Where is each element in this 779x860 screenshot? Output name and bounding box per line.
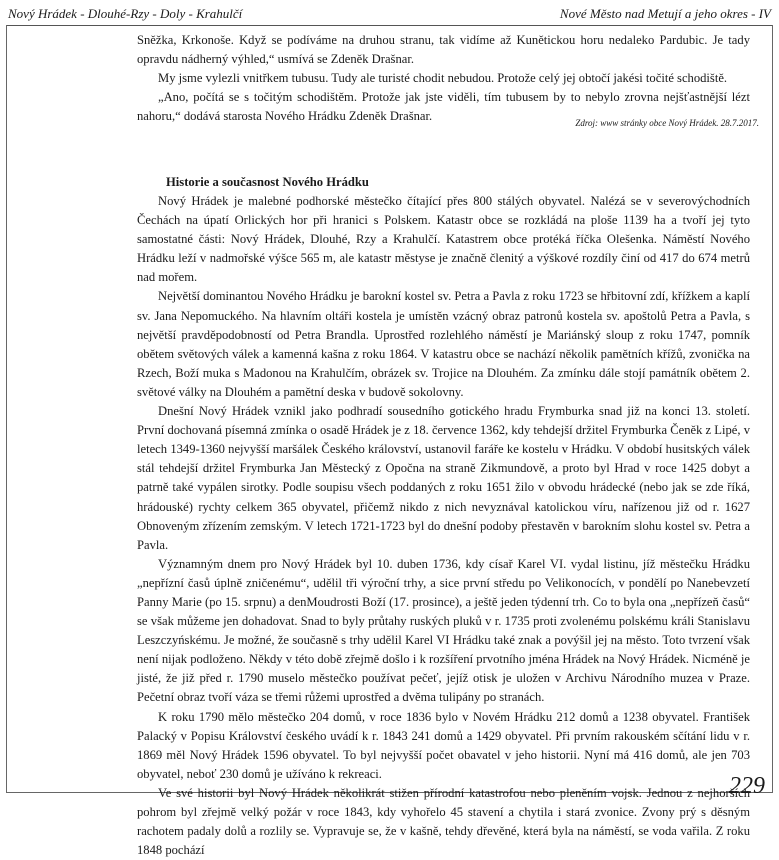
article-body: [137, 192, 750, 860]
body-paragraph: Nový Hrádek je malebné podhorské městečko čítající přes 800 stálých obyvatel. Nalézá se v severovýchodních Čechách na úpatí Orlických hor při hranici s Polskem. Katastr obce se rozkládá na ploše 1139 ha a tvoří jej tyto samostatné části: Nový Hrádek, Dlouhé, Rzy a Krahulčí. Katastrem obce protéká říčka Olešenka. Náměstí Nového Hrádku leží v nadmořské výšce 565 m, ale katastr městyse je značně členitý a výškové rozdíly činí od 417 do 674 metrů nad mořem.: [137, 194, 750, 285]
header-right-title: Nové Město nad Metují a jeho okres - IV: [559, 6, 771, 21]
page-number: 229: [729, 773, 765, 799]
quote-paragraph: „Ano, počítá se s točitým schodištěm. Protože jak jste viděli, tím tubusem by to nebylo zrovna nejšťastnější lézt nahoru,“ dodává starosta Nového Hrádku Zdeněk Drašnar.: [137, 90, 750, 124]
quote-block: [137, 31, 750, 126]
body-paragraph: K roku 1790 mělo městečko 204 domů, v roce 1836 bylo v Novém Hrádku 212 domů a 1238 obyvatel. František Palacký v Popisu Království českého uvádí k r. 1843 241 domů a 1429 obyvatel. Při prvním rakouském sčítání lidu v r. 1869 měl Nový Hrádek 1596 obyvatel. To byl nejvyšší počet obavatel v jeho historii. Nyní má 416 domů, ale jen 703 obyvatel, neboť 230 domů je užíváno k rekreaci.: [137, 709, 750, 781]
quote-paragraph: My jsme vylezli vnitřkem tubusu. Tudy ale turisté chodit nebudou. Protože celý jej obtočí jakési točité schodiště.: [158, 71, 728, 86]
section-title: Historie a současnost Nového Hrádku: [166, 175, 369, 189]
quote-paragraph: Sněžka, Krkonoše. Když se podíváme na druhou stranu, tak vidíme až Kunětickou horu nedaleko Pardubic. Je tady opravdu nádherný výhled,“ usmívá se Zdeněk Drašnar.: [137, 33, 750, 67]
body-paragraph: Významným dnem pro Nový Hrádek byl 10. duben 1736, kdy císař Karel VI. vydal listinu, jíž městečku Hrádku „nepřízní časů úplně zničenému“, udělil tři výroční trhy, a sice první středu po Velikonocích, v pondělí po Nanebevzetí Panny Marie (po 15. srpnu) a denMoudrosti Boží (17. prosince), a ještě jeden týdenní trh. Co to byla ona „nepřízeň časů“ se však můžeme jen dohadovat. Snad to byly průtahy ruských pluků v r. 1735 proti zvolenému polskému králi Stanislavu Leszczyńskému. Je možné, že současně s trhy udělil Karel VI Hrádku také znak a povýšil jej na město. Toto tvrzení však není nijak podloženo. Někdy v této době zřejmě došlo i k rozšíření prvotního jména Hrádek na Nový Hrádek. Nicméně je jisté, že již před r. 1790 muselo městečko používat pečeť, jejíž otisk je uložen v Archivu Národního muzea v Praze. Pečetní obraz tvoří váza se třemi růžemi uprostřed a dvěma tulipány po stranách.: [137, 556, 750, 705]
header-left-title: Nový Hrádek - Dlouhé-Rzy - Doly - Krahulčí: [8, 6, 243, 21]
body-paragraph: Ve své historii byl Nový Hrádek několikrát stižen přírodní katastrofou nebo pleněním vojsk. Jednou z nejhorších pohrom byl zřejmě velký požár v roce 1843, kdy vyhořelo 45 stavení a chytila i stará zvonice. Zvony prý s děsným rachotem padaly dolů a rozlily se. Vypravuje se, že v kašně, tehdy dřevěné, která byla na náměstí, se voda vařila. Z roku 1848 pochází: [137, 785, 750, 858]
body-paragraph: Největší dominantou Nového Hrádku je barokní kostel sv. Petra a Pavla z roku 1723 se hřbitovní zdí, křížkem a kaplí sv. Jana Nepomuckého. Na hlavním oltáři kostela je umístěn vzácný obraz patronů kostela sv. apoštolů Petra a Pavla, s největší pravděpodobností od Petra Brandla. Uprostřed rozlehlého náměstí je Mariánský sloup z roku 1747, pomník obětem světových válek a kamenná kašna z roku 1864. V katastru obce se nachází několik pamětních křížů, zvonička na Rzech, Boží muka s Madonou na Krahulčím, obrázek sv. Trojice na Dlouhém. Za zmínku dále stojí památník obětem 2. světové války na Dlouhém a pamětní deska v budově sokolovny.: [137, 289, 750, 399]
running-header: [8, 6, 771, 24]
source-citation: Zdroj: www stránky obce Nový Hrádek. 28.7.2017.: [575, 118, 759, 128]
body-paragraph: Dnešní Nový Hrádek vznikl jako podhradí sousedního gotického hradu Frymburka snad již na konci 13. století. První dochovaná písemná zmínka o osadě Hrádek je z 18. července 1362, kdy tehdejší držitel Frymburka Čeněk z Lipé, v letech 1349-1360 nejvyšší maršálek Českého království, ustanovil faráře ke kostelu v Hrádku. V období husitských válek stál tehdejší držitel Frymburka Jan Městecký z Opočna na straně Zikmundově, a proto byl Hrad v roce 1425 dobyt a patrně také vypálen sirotky. Podle soupisu všech poddaných z roku 1651 žilo v obvodu hrádecké (nebo jak se zde říká, hrádouské) rychty celkem 365 obyvatel, přičemž nikdo z nich nevyznával katolickou víru, nařízenou již od r. 1627 Obnoveným zřízením zemským. V letech 1721-1723 byl do dnešní podoby přestavěn v barokním slohu kostel sv. Petra a Pavla.: [137, 404, 750, 552]
